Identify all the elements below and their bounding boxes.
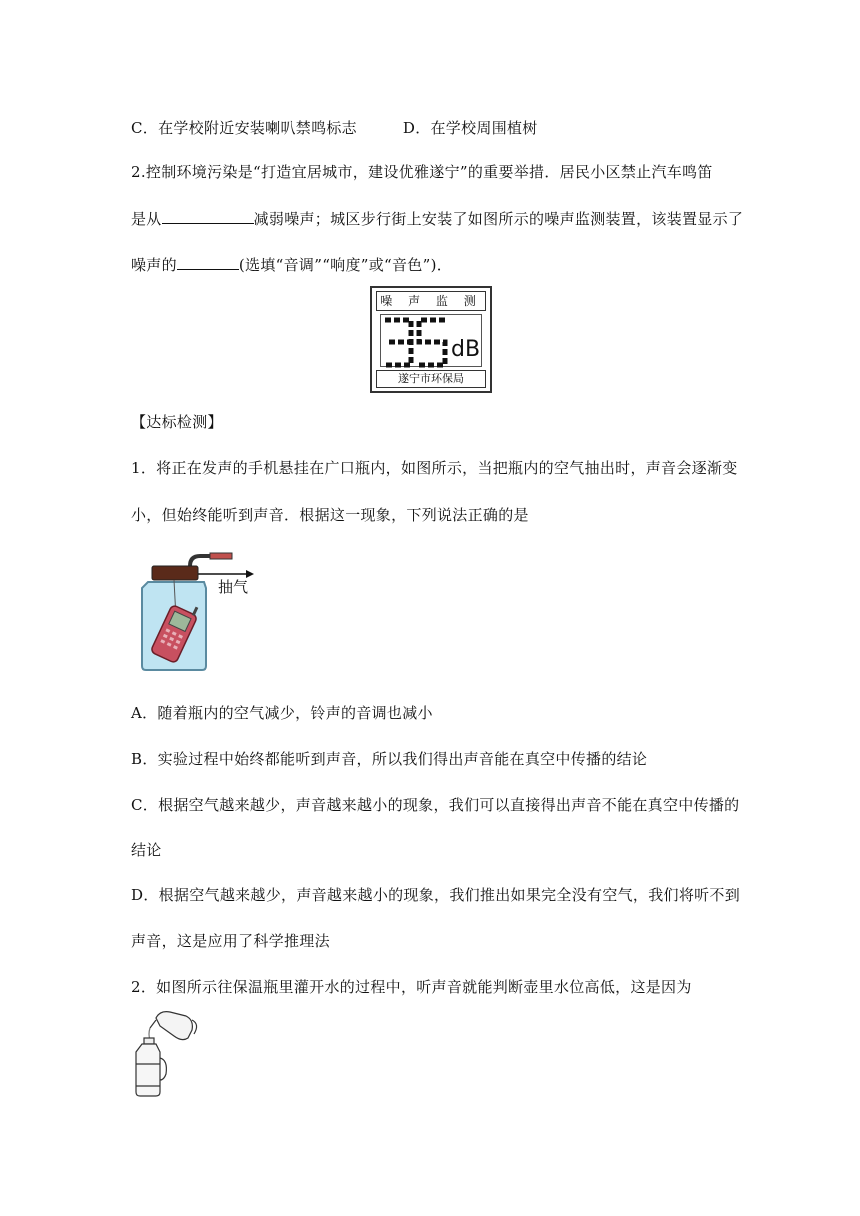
question-2-text-a: 是从: [131, 210, 162, 228]
option-c-line-1: C．根据空气越来越少，声音越来越小的现象，我们可以直接得出声音不能在真空中传播的: [131, 796, 740, 814]
section-title: 【达标检测】: [131, 413, 223, 431]
answer-blank-2: [177, 255, 239, 270]
question-2-line-2: [131, 209, 743, 229]
kettle-icon: [150, 1012, 197, 1040]
answer-blank-1: [162, 209, 254, 224]
question-2b-line: 2．如图所示往保温瓶里灌开水的过程中，听声音就能判断壶里水位高低，这是因为: [131, 978, 692, 996]
question-2-line-1: 2.控制环境污染是“打造宜居城市，建设优雅遂宁”的重要举措．居民小区禁止汽车鸣笛: [131, 163, 713, 181]
option-c-line: C．在学校附近安装喇叭禁鸣标志 D．在学校周围植树: [131, 119, 538, 137]
thermos-figure: [130, 1008, 200, 1098]
bell-jar-figure: [138, 552, 258, 672]
option-c-line-2: 结论: [131, 841, 162, 859]
question-2-text-c: 噪声的: [131, 256, 177, 274]
question-2-text-b: 减弱噪声；城区步行街上安装了如图所示的噪声监测装置，该装置显示了: [253, 210, 744, 228]
noise-monitor-screen: [380, 314, 482, 367]
question-2-line-3: [131, 255, 452, 275]
question-2-text-d: (选填“音调”“响度”或“音色”)．: [238, 256, 453, 274]
pump-label: 抽气: [218, 578, 249, 596]
thermos-icon: [136, 1038, 166, 1096]
digit-5: [419, 320, 445, 365]
noise-monitor-figure: [370, 286, 492, 393]
option-b: B．实验过程中始终都能听到声音，所以我们得出声音能在真空中传播的结论: [131, 750, 648, 768]
question-1-line-2: 小，但始终能听到声音．根据这一现象，下列说法正确的是: [131, 506, 529, 524]
noise-monitor-footer: 遂宁市环保局: [376, 370, 486, 388]
option-a: A．随着瓶内的空气减少，铃声的音调也减小: [131, 704, 433, 722]
digit-3: [385, 320, 411, 365]
option-d-line-1: D．根据空气越来越少，声音越来越小的现象，我们推出如果完全没有空气，我们将听不到: [131, 886, 741, 904]
option-d-line-2: 声音，这是应用了科学推理法: [131, 932, 330, 950]
question-1-line-1: 1．将正在发声的手机悬挂在广口瓶内，如图所示，当把瓶内的空气抽出时，声音会逐渐变: [131, 459, 738, 477]
noise-monitor-unit: dB: [451, 337, 481, 362]
noise-monitor-header: 噪 声 监 测: [376, 291, 486, 311]
